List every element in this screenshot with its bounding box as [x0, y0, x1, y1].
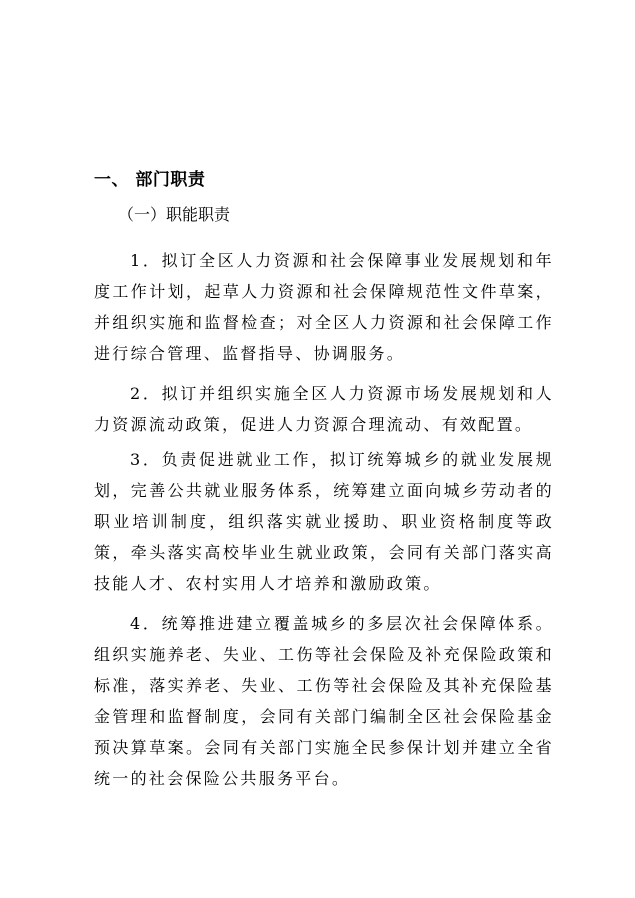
duty-item-4: 4．统筹推进建立覆盖城乡的多层次社会保障体系。组织实施养老、失业、工伤等社会保险及补充保险政策和标准，落实养老、失业、工伤等社会保险及其补充保险基金管理和监督制度，会同有关部门编制全区社会保险基金预决算草案。会同有关部门实施全民参保计划并建立全省统一的社会保险公共服务平台。 [94, 614, 554, 788]
section-heading: 一、 部门职责 [94, 170, 206, 190]
subsection-heading: （一）职能职责 [118, 205, 231, 224]
duty-item-2: 2．拟订并组织实施全区人力资源市场发展规划和人力资源流动政策，促进人力资源合理流动、有效配置。 [94, 384, 554, 434]
duty-item-3: 3．负责促进就业工作，拟订统筹城乡的就业发展规划，完善公共就业服务体系，统筹建立面向城乡劳动者的职业培训制度，组织落实就业援助、职业资格制度等政策，牵头落实高校毕业生就业政策，会同有关部门落实高技能人才、农村实用人才培养和激励政策。 [94, 450, 554, 593]
duty-item-1: 1．拟订全区人力资源和社会保障事业发展规划和年度工作计划，起草人力资源和社会保障规范性文件草案，并组织实施和监督检查；对全区人力资源和社会保障工作进行综合管理、监督指导、协调服务。 [94, 251, 554, 363]
